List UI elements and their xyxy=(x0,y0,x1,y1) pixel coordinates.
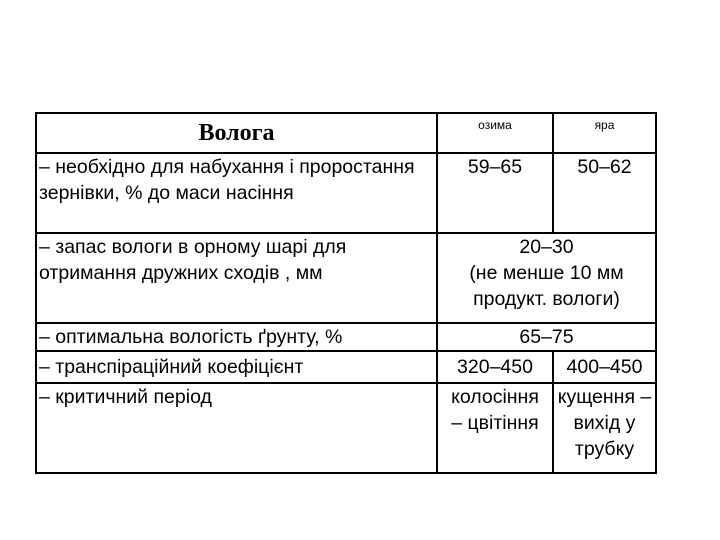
merged-value-text: 20–30 (не менше 10 мм продукт. вологи) xyxy=(469,236,624,310)
spring-value-text: кущення – вихід у трубку xyxy=(557,386,652,460)
table-header-row xyxy=(36,113,656,153)
spring-value: 400–450 xyxy=(553,351,656,383)
moisture-table xyxy=(35,112,657,474)
header-winter: озима xyxy=(437,113,553,153)
merged-value: 65–75 xyxy=(437,323,656,351)
row-label: – критичний період xyxy=(36,383,437,473)
winter-value: 320–450 xyxy=(437,351,553,383)
winter-value xyxy=(437,383,553,473)
winter-value-text: колосіння – цвітіння xyxy=(451,386,539,434)
header-spring: яра xyxy=(553,113,656,153)
row-label: – транспіраційний коефіцієнт xyxy=(36,351,437,383)
table-row xyxy=(36,233,656,323)
row-label: – оптимальна вологість ґрунту, % xyxy=(36,323,437,351)
table-row xyxy=(36,383,656,473)
spring-value: 50–62 xyxy=(553,153,656,233)
table-row xyxy=(36,153,656,233)
header-title: Волога xyxy=(36,113,437,153)
winter-value: 59–65 xyxy=(437,153,553,233)
table-row xyxy=(36,323,656,351)
spring-value xyxy=(553,383,656,473)
merged-value xyxy=(437,233,656,323)
table-row xyxy=(36,351,656,383)
row-label: – необхідно для набухання і проростання зернівки, % до маси насіння xyxy=(36,153,437,233)
row-label: – запас вологи в орному шарі для отримання дружних сходів , мм xyxy=(36,233,437,323)
